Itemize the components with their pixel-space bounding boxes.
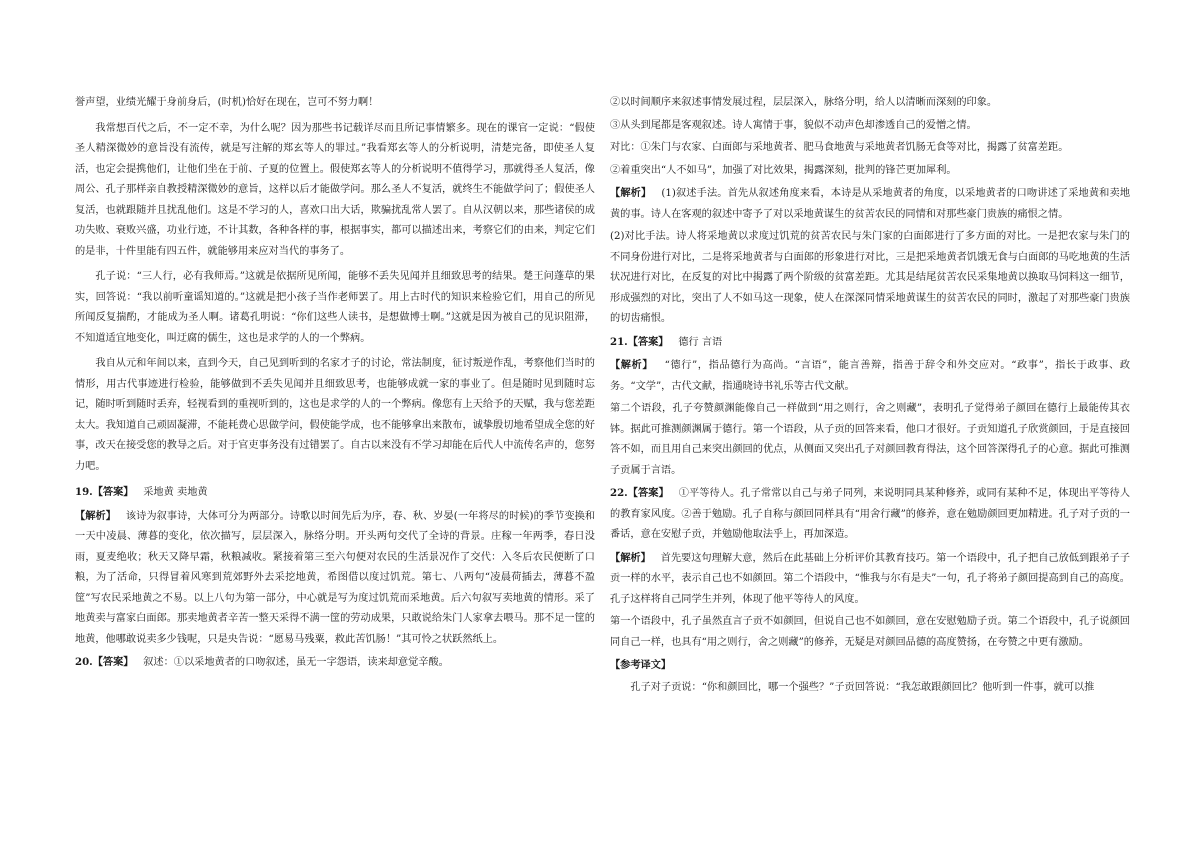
q20-answer-line-4: 对比：①朱门与农家、白面郎与采地黄者、肥马食地黄与采地黄者饥肠无食等对比，揭露了贫富差距。 — [610, 142, 1069, 153]
paragraph-translation-2: 我常想百代之后，不一定不幸，为什么呢？因为那些书记载详尽而且所记事情繁多。现在的课官一定说：“假使圣人精深微妙的意旨没有流传，就是写注解的郑玄等人的罪过。”我看郑玄等人的分析说明，清楚完备，即使圣人复活，也定会提携他们，让他们坐在于前、子夏的位置上。假使郑玄等人的分析说明不值得学习，那就得圣人复活，像周公、孔子那样亲自教授精深微妙的意旨，这样以后才能做学问。那么圣人不复活，就终生不能做学问了；假使圣人复活，也就跟随并且扰乱他们。这是不学习的人，喜欢口出大话，欺骗扰乱常人罢了。自从汉朝以来，那些诸侯的成功失败、衰败兴盛，功业行迹，不计其数，各种各样的事，根据事实，都可以描述出来，考察它们的由来，判定它们的是非，十件里能有四五件，就能够用来应对当代的事务了。 — [75, 122, 595, 257]
q19-answer-tag: 19.【答案】 — [75, 486, 134, 498]
paragraph-translation-3: 孔子说：“三人行，必有我师焉。”这就是依据所见所闻，能够不丢失见闻并且细致思考的结果。楚王问蓬草的果实，回答说：“我以前听童谣知道的。”这就是把小孩子当作老师罢了。用上古时代的知识来检验它们，用自己的所见所闻反复揣酌，才能成为圣人啊。诸葛孔明说：“你们这些人读书，是想做博士啊。”这就是因为被自己的见识阻滞，不知道适宜地变化，叫迂腐的儒生，这也是求学的人的一个弊病。 — [75, 271, 595, 344]
q20-answer-line-2: ②以时间顺序来叙述事情发展过程，层层深入，脉络分明，给人以清晰而深刻的印象。 — [610, 97, 998, 108]
q22-answer — [610, 483, 1130, 546]
q22-analysis-tag: 【解析】 — [610, 551, 651, 564]
q20-analysis-part-2: (2)对比手法。诗人将采地黄以求度过饥荒的贫苦农民与朱门家的白面郎进行了多方面的对比。一是把农家与朱门的不同身份进行对比，二是将采地黄者与白面郎的形象进行对比，三是把采地黄者饥饿无食与白面郎的马吃地黄的生活状况进行对比，在反复的对比中揭露了两个阶级的贫富差距。尤其是结尾贫苦农民采集地黄以换取马饲料这一细节，形成强烈的对比，突出了人不如马这一现象，使人在深深同情采地黄谋生的贫苦农民的同时，激起了对那些豪门贵族的切齿痛恨。 — [610, 231, 1130, 324]
q21-answer — [610, 332, 1130, 354]
left-column — [75, 93, 595, 674]
q22-analysis — [610, 548, 1130, 611]
q21-analysis — [610, 355, 1130, 397]
q22-answer-tag: 22.【答案】 — [610, 487, 669, 499]
q20-answer-text: 叙述：①以采地黄者的口吻叙述，虽无一字怨语，读来却意觉辛酸。 — [143, 657, 449, 668]
q21-analysis-text: “德行”，指品德行为高尚。“言语”，能言善辩，指善于辞令和外交应对。“政事”，指长于政事、政务。“文学”，古代文献，指通晓诗书礼乐等古代文献。 — [610, 360, 1131, 392]
q21-analysis-tag: 【解析】 — [610, 359, 654, 371]
q19-analysis-tag: 【解析】 — [75, 509, 116, 522]
reference-translation-text: 孔子对子贡说：“你和颜回比，哪一个强些？”子贡回答说：“我怎敢跟颜回比？他听到一件事，就可以推 — [630, 681, 1095, 693]
paragraph-continuation: 誉声望，业绩光耀于身前身后，(时机)恰好在现在，岂可不努力啊！ — [75, 97, 379, 108]
q21-answer-text: 德行 言语 — [678, 336, 723, 348]
q19-answer-text: 采地黄 卖地黄 — [143, 487, 208, 498]
q19-answer — [75, 482, 595, 504]
q20-answer-tag: 20.【答案】 — [75, 656, 134, 668]
q19-analysis-text: 该诗为叙事诗，大体可分为两部分。诗歌以时间先后为序，春、秋、岁晏(一年将尽的时候)的季节变换和一天中凌晨、薄暮的变化，依次描写，层层深入，脉络分明。开头两句交代了全诗的背景。庄稼一年两季，春日没雨，夏麦绝收；秋天又降早霜，秋粮减收。紧接着第三至六句便对农民的生活景况作了交代：入冬后农民便断了口粮，为了活命，只得冒着风寒到荒郊野外去采挖地黄，希图借以度过饥荒。第七、八两句“凌晨荷插去，薄暮不盈筐”写农民采地黄之不易。以上八句为第一部分，中心就是写为度过饥荒而采地黄。后六句叙写卖地黄的情形。采了地黄卖与富家白面郎。那卖地黄者辛苦一整天采得不满一筐的劳动成果，只敢说给朱门人家拿去喂马。那不足一筐的地黄，他哪敢说卖多少钱呢，只是央告说：“愿易马残粟，救此苦饥肠！”其可怜之状跃然纸上。 — [75, 510, 596, 645]
q21-answer-tag: 21.【答案】 — [610, 335, 669, 348]
q22-analysis-part-2: 第一个语段中，孔子虽然直言子贡不如颜回，但说自己也不如颜回，意在安慰勉励子贡。第二个语段中，孔子说颜回同自己一样，也具有“用之则行，舍之则藏”的修养，无疑是对颜回品德的高度赞扬，在夸赞之中更有激励。 — [610, 616, 1130, 648]
q21-analysis-part-2: 第二个语段，孔子夸赞颜渊能像自己一样做到“用之则行，舍之则藏”，表明孔子觉得弟子颜回在德行上最能传其衣钵。据此可推测颜渊属于德行。第一个语段，从子贡的回答来看，他口才很好。子贡知道孔子欣赏颜回，于是直接回答不如，而且用自己来突出颜回的优点，从侧面又突出孔子对颜回教育得法，这个回答深得孔子的心意。据此可推测子贡属于言语。 — [610, 403, 1130, 476]
q22-answer-text: ①平等待人。孔子常常以自己与弟子同列，来说明同具某种修养，或同有某种不足，体现出平等待人的教育家风度。②善于勉励。孔子自称与颜回同样具有“用舍行藏”的修养，意在勉励颜回更加精进。孔子对子贡的一番话，意在安慰子贡，并勉励他取法乎上，再加深造。 — [610, 488, 1131, 540]
paragraph-translation-4: 我自从元和年间以来，直到今天，自己见到听到的名家才子的讨论，常法制度，征讨叛逆作乱，考察他们当时的情形，用古代事迹进行检验，能够做到不丢失见闻并且细致思考，也能够成就一家的事业了。但是随时见到随时忘记，随时听到随时丢弃，轻视看到的重视听到的，这也是求学的人的一个弊病。像您有上天给予的天赋，我与您差距太大。我知道自己顽固凝滞，不能耗费心思做学问，假使能学成，也不能够拿出来散布，诚挚殷切地希望成全您的好事，改天在接受您的教导之后。对于官吏事务没有过错罢了。自古以来没有不学习却能在后代人中流传名声的，您努力吧。 — [75, 358, 595, 472]
right-column — [610, 93, 1130, 698]
reference-translation-title: 【参考译文】 — [610, 659, 672, 671]
q20-analysis — [610, 183, 1130, 225]
q20-analysis-tag: 【解析】 — [610, 187, 652, 199]
q19-analysis — [75, 506, 595, 651]
q22-analysis-text: 首先要这句理解大意，然后在此基础上分析评价其教育技巧。第一个语段中，孔子把自己放低到跟弟子子贡一样的水平，表示自己也不如颜回。第二个语段中，“惟我与尔有是夫”一句，孔子将弟子颜回提高到自己的高度。孔子这样将自己同学生并列，体现了他平等待人的风度。 — [610, 552, 1131, 605]
q20-answer-line-3: ③从头到尾都是客观叙述。诗人寓情于事，貌似不动声色却渗透自己的爱憎之情。 — [610, 119, 977, 131]
q20-analysis-text: (1)叙述手法。首先从叙述角度来看，本诗是从采地黄者的角度，以采地黄者的口吻讲述了采地黄和卖地黄的事。诗人在客观的叙述中寄予了对以采地黄谋生的贫苦农民的同情和对那些豪门贵族的痛恨之情。 — [610, 188, 1131, 220]
q20-answer — [75, 652, 595, 674]
q20-answer-line-5: ②着重突出“人不如马”，加强了对比效果，揭露深刻，批判的锋芒更加犀利。 — [610, 164, 957, 176]
